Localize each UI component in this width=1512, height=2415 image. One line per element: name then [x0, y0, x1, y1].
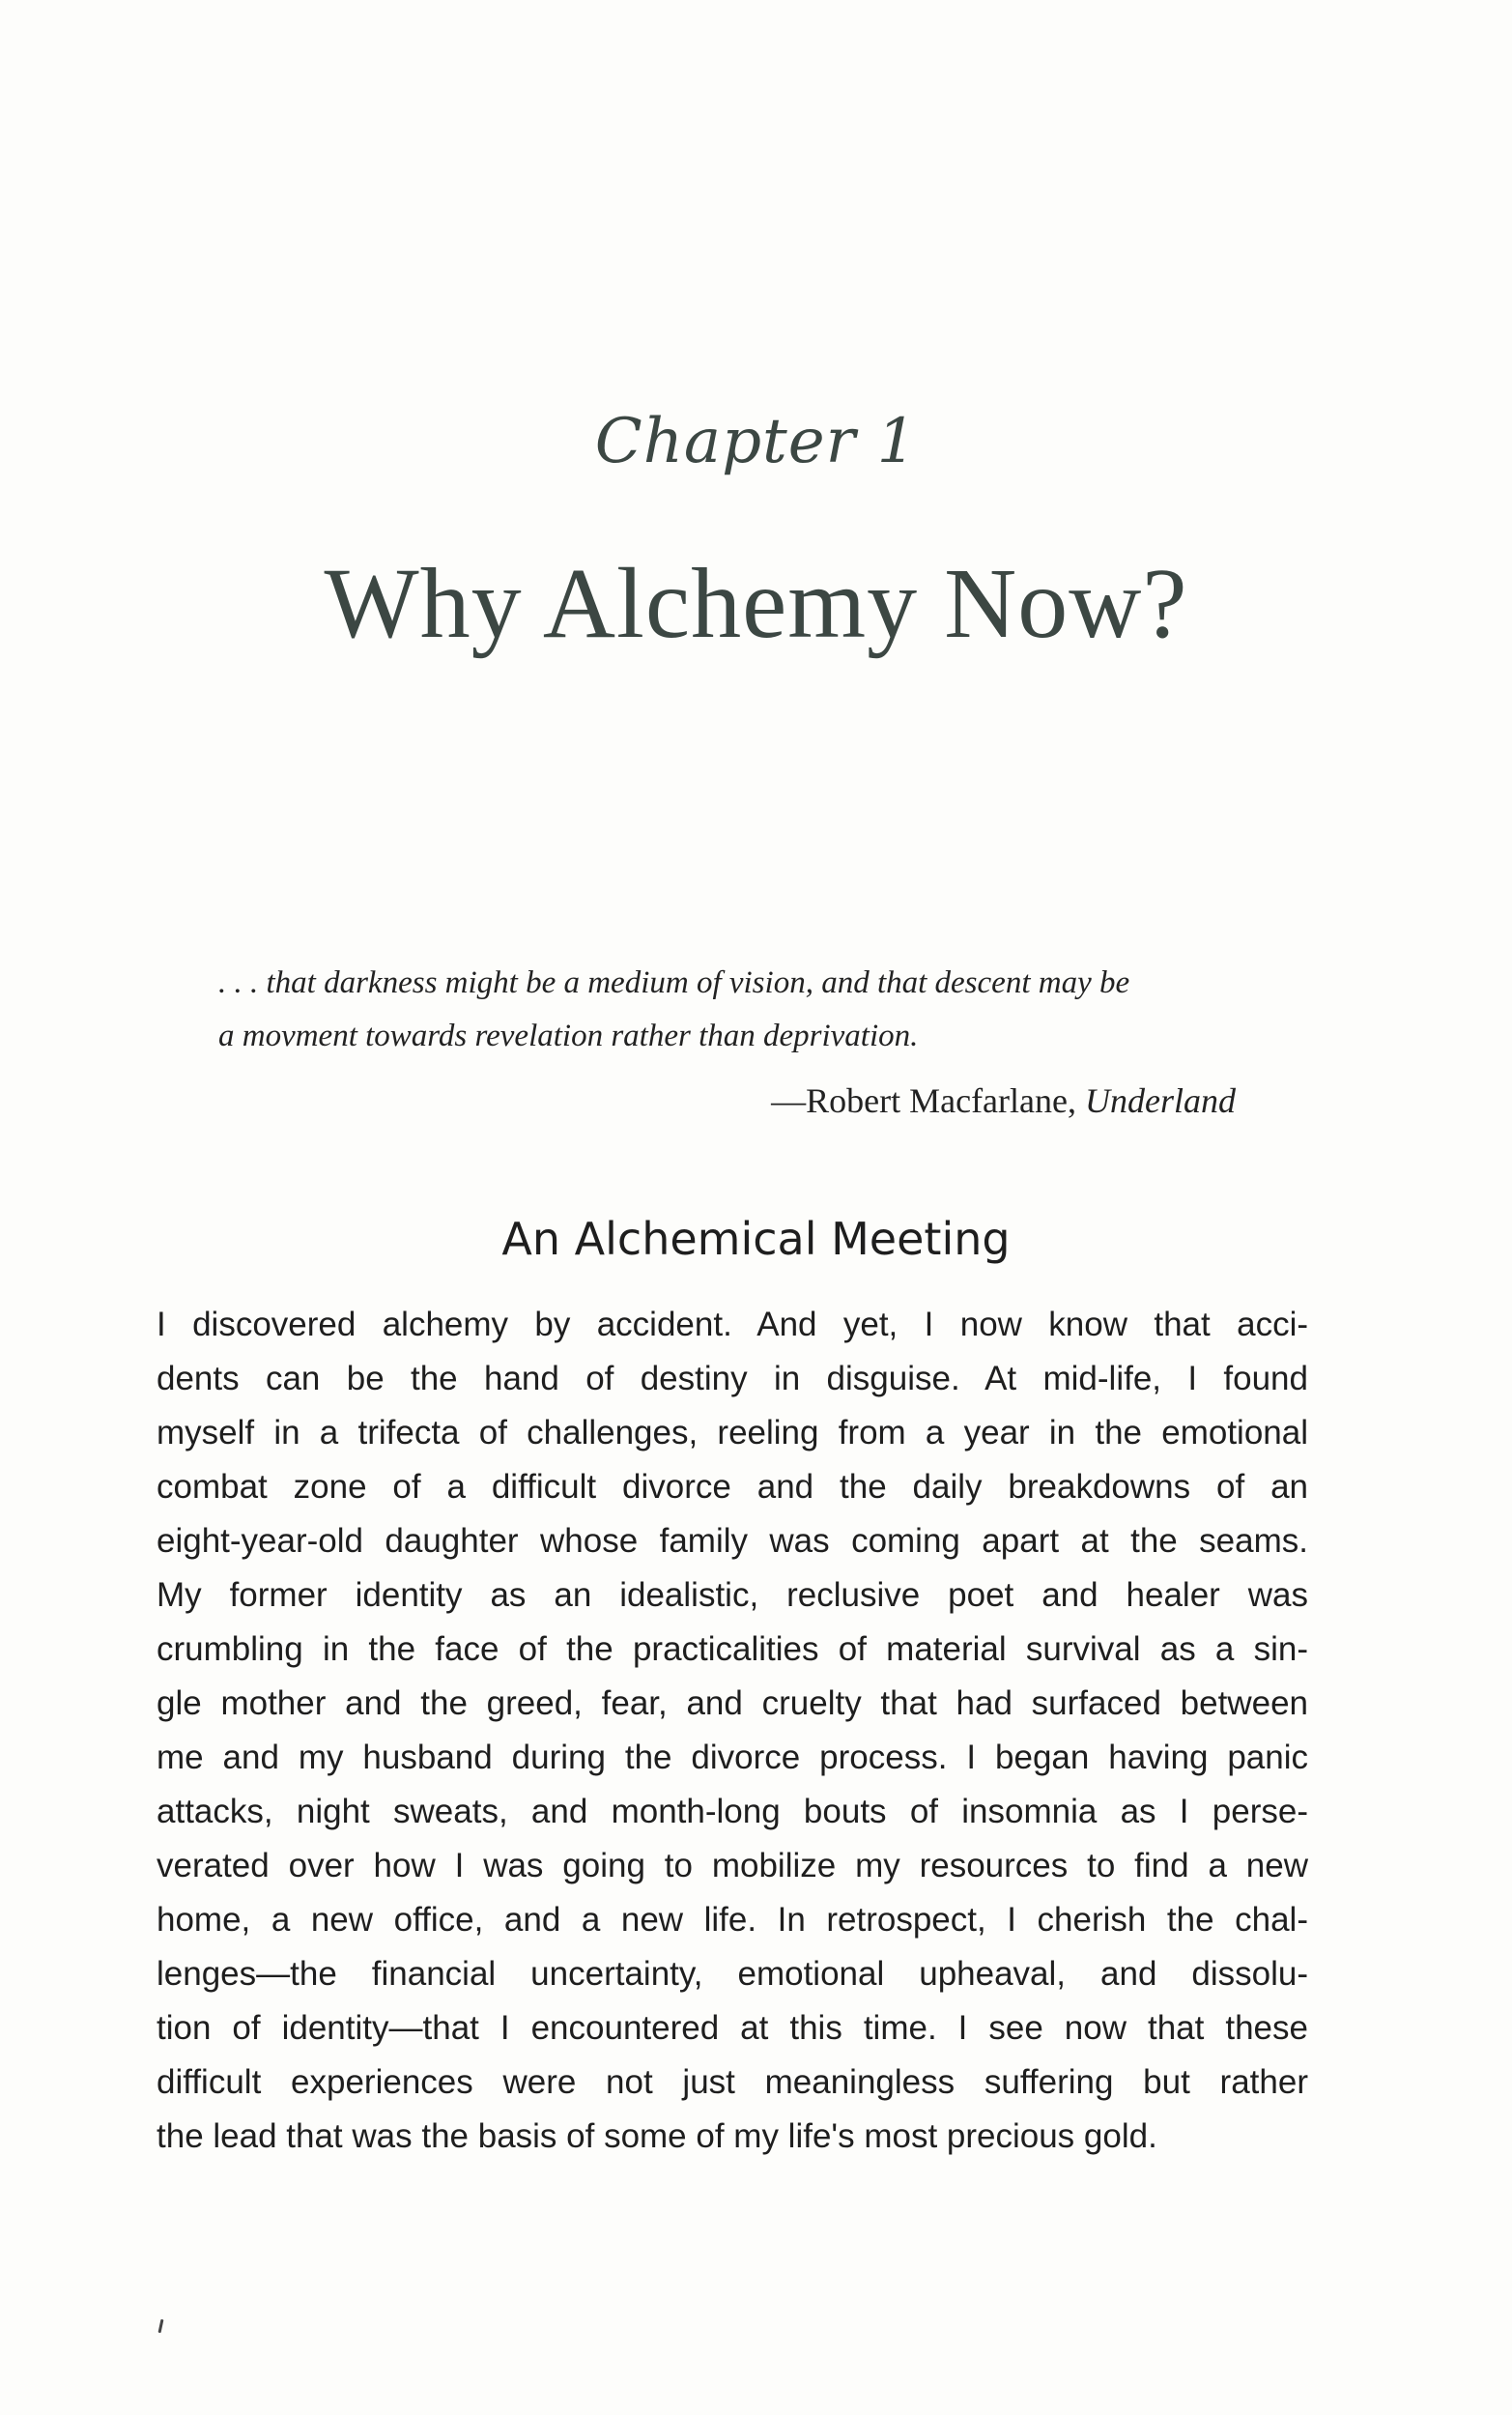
attribution-work: Underland	[1085, 1081, 1236, 1120]
body-paragraph	[157, 1298, 1308, 2164]
attribution-author: —Robert Macfarlane,	[771, 1081, 1076, 1120]
body-line: I discovered alchemy by accident. And yet, I now know that acci-	[157, 1306, 1308, 1343]
chapter-label: Chapter 1	[594, 406, 918, 477]
body-line: eight-year-old daughter whose family was coming apart at the seams.	[157, 1522, 1308, 1560]
epigraph-line: . . . that darkness might be a medium of vision, and that descent may be	[218, 965, 1130, 1000]
body-line: myself in a trifecta of challenges, reeling from a year in the emotional	[157, 1414, 1308, 1452]
body-line: crumbling in the face of the practicalities of material survival as a sin-	[157, 1630, 1308, 1668]
chapter-title: Why Alchemy Now?	[324, 548, 1188, 659]
body-line: me and my husband during the divorce process. I began having panic	[157, 1739, 1308, 1776]
body-line: gle mother and the greed, fear, and cruelty that had surfaced between	[157, 1684, 1308, 1722]
body-line: tion of identity—that I encountered at this time. I see now that these	[157, 2009, 1308, 2047]
body-line: dents can be the hand of destiny in disguise. At mid-life, I found	[157, 1360, 1308, 1397]
scan-speck	[158, 2319, 164, 2333]
body-line: difficult experiences were not just meaningless suffering but rather	[157, 2063, 1308, 2101]
body-line: combat zone of a difficult divorce and the daily breakdowns of an	[157, 1468, 1308, 1506]
body-line: My former identity as an idealistic, reclusive poet and healer was	[157, 1576, 1308, 1614]
body-line: attacks, night sweats, and month-long bouts of insomnia as I perse-	[157, 1793, 1308, 1830]
section-heading: An Alchemical Meeting	[501, 1213, 1011, 1265]
body-line: home, a new office, and a new life. In retrospect, I cherish the chal-	[157, 1901, 1308, 1939]
epigraph-line: a movment towards revelation rather than deprivation.	[218, 1019, 919, 1053]
body-line: lenges—the financial uncertainty, emotional upheaval, and dissolu-	[157, 1955, 1308, 1993]
epigraph-attribution	[771, 1080, 1236, 1121]
body-line: the lead that was the basis of some of my life's most precious gold.	[157, 2117, 1157, 2155]
body-line: verated over how I was going to mobilize my resources to find a new	[157, 1847, 1308, 1884]
epigraph	[218, 957, 1242, 1063]
